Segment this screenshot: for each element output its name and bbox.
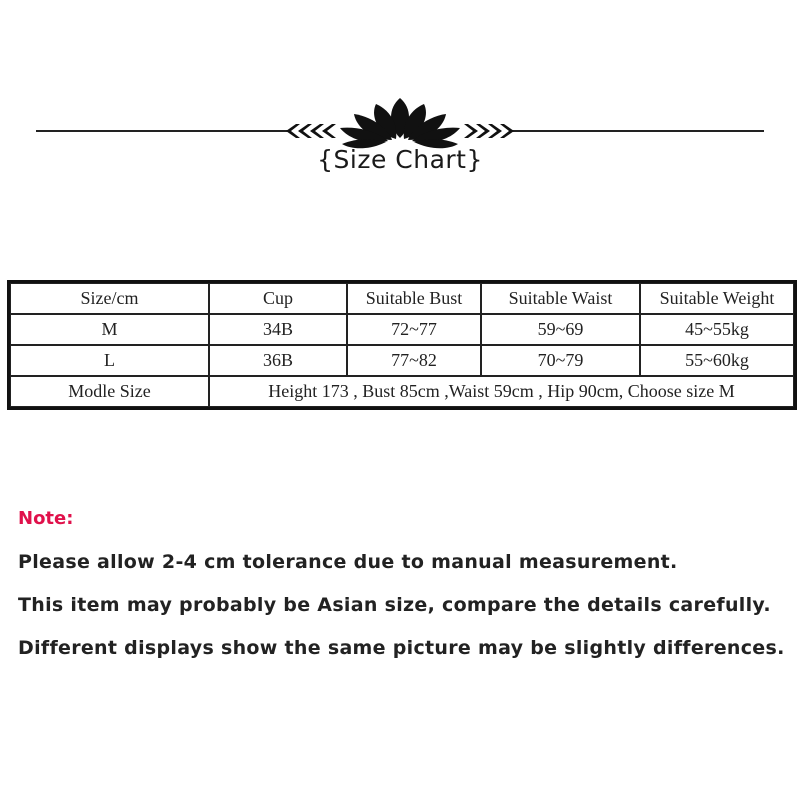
cup-cell: 36B	[209, 345, 347, 376]
size-chart-title: {Size Chart}	[317, 145, 483, 174]
header-bust: Suitable Bust	[347, 283, 481, 314]
size-cell: L	[10, 345, 209, 376]
header-size: Size/cm	[10, 283, 209, 314]
header-waist: Suitable Waist	[481, 283, 640, 314]
note-line: Please allow 2-4 cm tolerance due to manual measurement.	[18, 551, 678, 573]
bust-cell: 77~82	[347, 345, 481, 376]
weight-cell: 55~60kg	[640, 345, 794, 376]
table-row	[10, 345, 794, 376]
model-size-value: Height 173 , Bust 85cm ,Waist 59cm , Hip 90cm, Choose size M	[209, 376, 794, 407]
header-cup: Cup	[209, 283, 347, 314]
note-title: Note:	[18, 508, 74, 529]
note-line: Different displays show the same picture may be slightly differences.	[18, 637, 785, 659]
notes-section	[18, 508, 788, 680]
size-cell: M	[10, 314, 209, 345]
header-weight: Suitable Weight	[640, 283, 794, 314]
model-size-label: Modle Size	[10, 376, 209, 407]
model-size-row	[10, 376, 794, 407]
note-line: This item may probably be Asian size, compare the details carefully.	[18, 594, 771, 616]
size-table	[7, 280, 797, 410]
cup-cell: 34B	[209, 314, 347, 345]
weight-cell: 45~55kg	[640, 314, 794, 345]
bust-cell: 72~77	[347, 314, 481, 345]
waist-cell: 59~69	[481, 314, 640, 345]
waist-cell: 70~79	[481, 345, 640, 376]
table-header-row	[10, 283, 794, 314]
table-row	[10, 314, 794, 345]
